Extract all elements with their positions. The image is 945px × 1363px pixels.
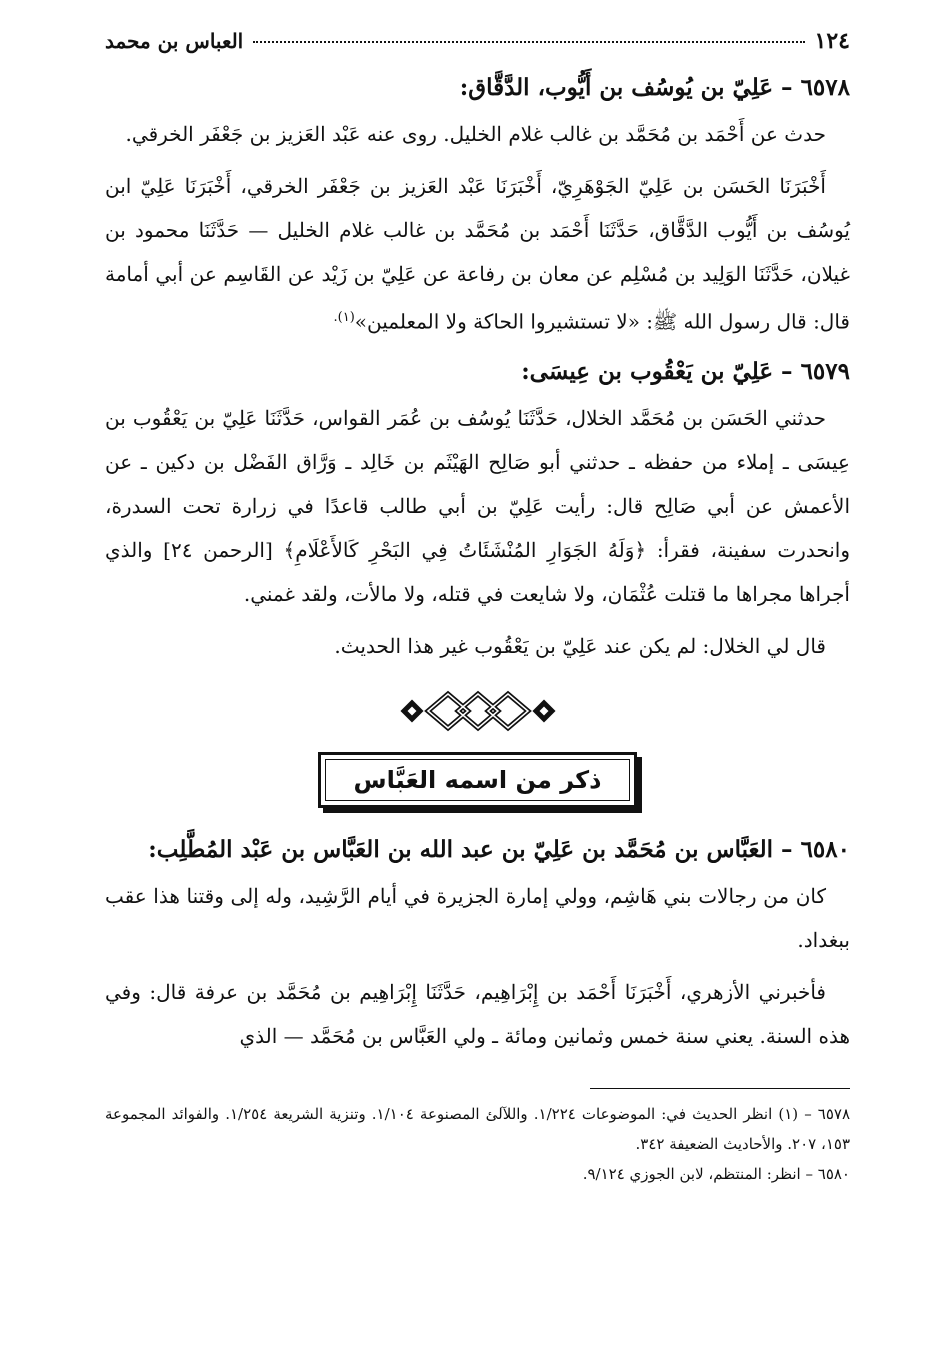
entry-paragraph: حدثني الحَسَن بن مُحَمَّد الخلال، حَدَّثَنَا يُوسُف بن عُمَر القواس، حَدَّثَنَا عَلِيّ بن يَعْقُوب بن عِيسَى ـ إملاء من حفظه ـ حدثني أبو صَالِح الهَيْثَم بن خَالِد ـ وَرَّاق الفَضْل بن دكين ـ عن الأعمش عن أبي صَالِح قال: رأيت عَلِيّ بن أبي طالب قاعدًا في زرارة تحت السدرة، وانحدرت سفينة، فقرأ: ﴿وَلَهُ الجَوَارِ المُنْشَئَاتُ فِي البَحْرِ كَالأَعْلَامِ﴾ [الرحمن ٢٤] والذي أجراها مجراها ما قتلت عُثْمَان، ولا شايعت في قتله، ولا مالأت، ولقد غمني. [105, 405, 851, 606]
running-header [105, 28, 850, 64]
entry-6580 [105, 830, 850, 1058]
entry-paragraph: قال لي الخلال: لم يكن عند عَلِيّ بن يَعْقُوب غير هذا الحديث. [334, 633, 826, 658]
entry-paragraph: حدث عن أَحْمَد بن مُحَمَّد بن غالب غلام الخليل. روى عنه عَبْد العَزيز بن جَعْفَر الخرقي. [125, 122, 826, 146]
entry-paragraph-text: أَخْبَرَنَا الحَسَن بن عَلِيّ الجَوْهَرِيّ، أَخْبَرَنَا عَبْد العَزيز بن جَعْفَر الخرقي، أَخْبَرَنَا عَلِيّ ابن يُوسُف بن أَيُّوب الدَّقَّاق، حَدَّثَنَا أَحْمَد بن مُحَمَّد بن غالب غلام الخليل — حَدَّثَنَا محمود بن غيلان، حَدَّثَنَا الوَلِيد بن مُسْلِم عن معان بن رفاعة عن عَلِيّ بن زَيْد عن القَاسِم عن أبي أمامة قال: قال رسول الله ﷺ: «لا تستشيروا الحاكة ولا المعلمين» [105, 174, 850, 334]
entry-paragraph: فأخبرني الأزهري، أَخْبَرَنَا أَحْمَد بن إِبْرَاهِيم، حَدَّثَنَا إِبْرَاهِيم بن مُحَمَّد بن عرفة قال: وفي هذه السنة. يعني سنة خمس وثمانين ومائة ـ ولي العَبَّاس بن مُحَمَّد — الذي [105, 979, 850, 1048]
footnote: ٦٥٨٠ – انظر: المنتظم، لابن الجوزي ٩/١٢٤. [582, 1164, 850, 1183]
running-title: العباس بن محمد [105, 29, 244, 53]
footnote: ٦٥٧٨ – (١) انظر الحديث في: الموضوعات ١/٢٢٤. واللآلئ المصنوعة ١/١٠٤. وتنزية الشريعة ١/٢٥٤. والفوائد المجموعة ١٥٣، ٢٠٧. والأحاديث الضعيفة ٣٤٢. [105, 1104, 851, 1153]
page-number: ١٢٤ [814, 28, 850, 54]
interlaced-diamond-ornament-icon [105, 690, 850, 732]
entry-paragraph [105, 164, 850, 344]
entry-paragraph: كان من رجالات بني هَاشِم، وولي إمارة الجزيرة في أيام الرَّشِيد، وله إلى وقتنا هذا عقب ببغداد. [105, 883, 850, 952]
section-heading-box [318, 752, 638, 808]
entry-title: ٦٥٨٠ – العَبَّاس بن مُحَمَّد بن عَلِيّ بن عبد الله بن العَبَّاس بن عَبْد المُطَّلِب: [148, 835, 850, 863]
entry-6578 [105, 68, 850, 344]
section-heading: ذكر من اسمه العَبَّاس [325, 759, 631, 801]
footnote-separator [590, 1088, 850, 1089]
footnote-mark: (١). [333, 310, 355, 325]
entry-title: ٦٥٧٩ – عَلِيّ بن يَعْقُوب بن عِيسَى: [521, 357, 850, 385]
header-dot-leader [253, 41, 804, 43]
footnotes [105, 1099, 850, 1189]
book-page [105, 28, 850, 1189]
ornament-svg [398, 690, 558, 732]
entry-6579 [105, 352, 850, 668]
section-heading-wrap [105, 752, 850, 808]
entry-title: ٦٥٧٨ – عَلِيّ بن يُوسُف بن أَيُّوب، الدَّقَّاق: [459, 74, 850, 101]
